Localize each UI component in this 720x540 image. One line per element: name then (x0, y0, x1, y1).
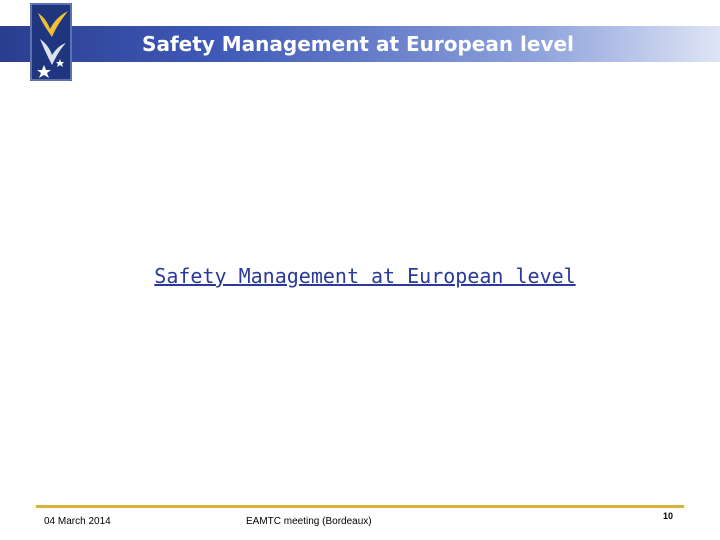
footer-event: EAMTC meeting (Bordeaux) (246, 516, 372, 527)
page-number: 10 (663, 511, 674, 521)
footer-date: 04 March 2014 (44, 516, 111, 527)
slide-title (0, 26, 720, 62)
slide-title-text: Safety Management at European level (142, 32, 574, 56)
footer-divider (36, 505, 684, 508)
section-link[interactable]: Safety Management at European level (154, 264, 576, 288)
